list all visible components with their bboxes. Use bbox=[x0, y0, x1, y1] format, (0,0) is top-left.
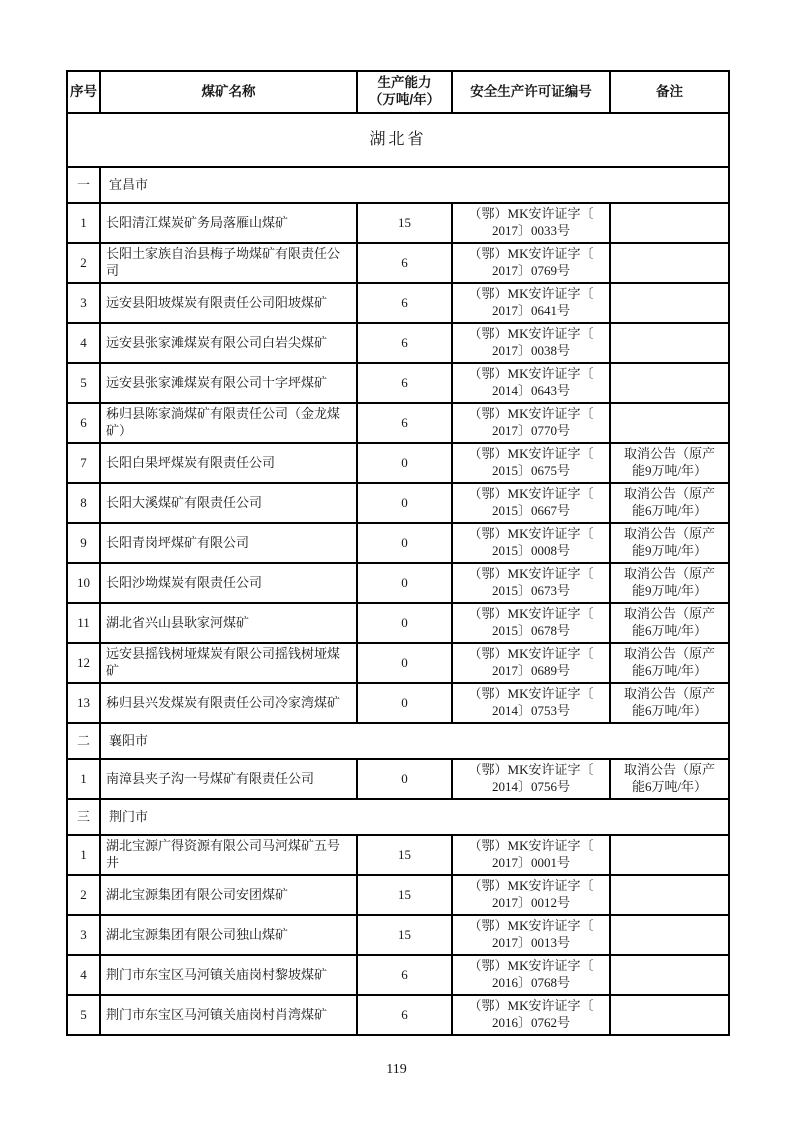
mine-name: 远安县张家滩煤炭有限公司白岩尖煤矿 bbox=[100, 323, 357, 363]
mine-name: 长阳大溪煤矿有限责任公司 bbox=[100, 483, 357, 523]
row-seq: 2 bbox=[67, 243, 100, 283]
remark-text: 取消公告（原产 能6万吨/年） bbox=[610, 683, 729, 723]
mine-name: 秭归县兴发煤炭有限责任公司冷家湾煤矿 bbox=[100, 683, 357, 723]
license-number: （鄂）MK安许证字〔 2014〕0753号 bbox=[452, 683, 610, 723]
mine-name: 长阳青岗坪煤矿有限公司 bbox=[100, 523, 357, 563]
coal-mine-table-wrap bbox=[66, 70, 728, 1036]
license-number: （鄂）MK安许证字〔 2015〕0008号 bbox=[452, 523, 610, 563]
license-number: （鄂）MK安许证字〔 2015〕0675号 bbox=[452, 443, 610, 483]
section-index: 三 bbox=[67, 799, 100, 835]
table-row bbox=[67, 443, 729, 483]
mine-name: 长阳清江煤炭矿务局落雁山煤矿 bbox=[100, 203, 357, 243]
license-number: （鄂）MK安许证字〔 2015〕0678号 bbox=[452, 603, 610, 643]
row-seq: 1 bbox=[67, 203, 100, 243]
section-city: 襄阳市 bbox=[100, 723, 729, 759]
table-row bbox=[67, 363, 729, 403]
table-row bbox=[67, 603, 729, 643]
license-number: （鄂）MK安许证字〔 2017〕0013号 bbox=[452, 915, 610, 955]
capacity-value: 0 bbox=[357, 483, 452, 523]
header-license: 安全生产许可证编号 bbox=[452, 71, 610, 113]
remark-text: 取消公告（原产 能6万吨/年） bbox=[610, 759, 729, 799]
row-seq: 5 bbox=[67, 995, 100, 1035]
remark-text bbox=[610, 835, 729, 875]
table-row bbox=[67, 523, 729, 563]
header-capacity bbox=[357, 71, 452, 113]
section-row bbox=[67, 799, 729, 835]
header-mine-name: 煤矿名称 bbox=[100, 71, 357, 113]
table-row bbox=[67, 955, 729, 995]
table-row bbox=[67, 403, 729, 443]
license-number: （鄂）MK安许证字〔 2014〕0756号 bbox=[452, 759, 610, 799]
row-seq: 13 bbox=[67, 683, 100, 723]
remark-text bbox=[610, 875, 729, 915]
capacity-value: 0 bbox=[357, 643, 452, 683]
license-number: （鄂）MK安许证字〔 2017〕0001号 bbox=[452, 835, 610, 875]
table-row bbox=[67, 835, 729, 875]
remark-text: 取消公告（原产 能6万吨/年） bbox=[610, 643, 729, 683]
license-number: （鄂）MK安许证字〔 2015〕0673号 bbox=[452, 563, 610, 603]
remark-text: 取消公告（原产 能9万吨/年） bbox=[610, 443, 729, 483]
license-number: （鄂）MK安许证字〔 2015〕0667号 bbox=[452, 483, 610, 523]
province-row bbox=[67, 113, 729, 167]
section-city: 宜昌市 bbox=[100, 167, 729, 203]
mine-name: 湖北省兴山县耿家河煤矿 bbox=[100, 603, 357, 643]
mine-name: 荆门市东宝区马河镇关庙岗村肖湾煤矿 bbox=[100, 995, 357, 1035]
remark-text: 取消公告（原产 能9万吨/年） bbox=[610, 523, 729, 563]
row-seq: 11 bbox=[67, 603, 100, 643]
row-seq: 4 bbox=[67, 323, 100, 363]
license-number: （鄂）MK安许证字〔 2017〕0038号 bbox=[452, 323, 610, 363]
capacity-value: 15 bbox=[357, 203, 452, 243]
capacity-value: 6 bbox=[357, 243, 452, 283]
remark-text bbox=[610, 203, 729, 243]
remark-text bbox=[610, 363, 729, 403]
row-seq: 4 bbox=[67, 955, 100, 995]
section-city: 荆门市 bbox=[100, 799, 729, 835]
capacity-value: 0 bbox=[357, 523, 452, 563]
capacity-value: 6 bbox=[357, 995, 452, 1035]
table-row bbox=[67, 875, 729, 915]
license-number: （鄂）MK安许证字〔 2014〕0643号 bbox=[452, 363, 610, 403]
row-seq: 2 bbox=[67, 875, 100, 915]
capacity-value: 6 bbox=[357, 323, 452, 363]
license-number: （鄂）MK安许证字〔 2017〕0641号 bbox=[452, 283, 610, 323]
table-row bbox=[67, 643, 729, 683]
section-index: 一 bbox=[67, 167, 100, 203]
header-capacity-line2: （万吨/年） bbox=[368, 92, 441, 107]
license-number: （鄂）MK安许证字〔 2017〕0689号 bbox=[452, 643, 610, 683]
capacity-value: 0 bbox=[357, 443, 452, 483]
remark-text bbox=[610, 323, 729, 363]
row-seq: 3 bbox=[67, 283, 100, 323]
table-row bbox=[67, 283, 729, 323]
table-row bbox=[67, 759, 729, 799]
capacity-value: 15 bbox=[357, 875, 452, 915]
row-seq: 3 bbox=[67, 915, 100, 955]
row-seq: 1 bbox=[67, 759, 100, 799]
capacity-value: 6 bbox=[357, 403, 452, 443]
table-header bbox=[67, 71, 729, 113]
province-label: 湖北省 bbox=[67, 113, 729, 167]
row-seq: 10 bbox=[67, 563, 100, 603]
header-remark: 备注 bbox=[610, 71, 729, 113]
row-seq: 9 bbox=[67, 523, 100, 563]
capacity-value: 6 bbox=[357, 363, 452, 403]
row-seq: 5 bbox=[67, 363, 100, 403]
mine-name: 秭归县陈家淌煤矿有限责任公司（金龙煤矿） bbox=[100, 403, 357, 443]
capacity-value: 0 bbox=[357, 563, 452, 603]
table-row bbox=[67, 243, 729, 283]
remark-text bbox=[610, 403, 729, 443]
capacity-value: 15 bbox=[357, 915, 452, 955]
mine-name: 湖北宝源集团有限公司独山煤矿 bbox=[100, 915, 357, 955]
capacity-value: 15 bbox=[357, 835, 452, 875]
capacity-value: 0 bbox=[357, 759, 452, 799]
mine-name: 荆门市东宝区马河镇关庙岗村黎坡煤矿 bbox=[100, 955, 357, 995]
license-number: （鄂）MK安许证字〔 2016〕0762号 bbox=[452, 995, 610, 1035]
mine-name: 远安县阳坡煤炭有限责任公司阳坡煤矿 bbox=[100, 283, 357, 323]
license-number: （鄂）MK安许证字〔 2017〕0033号 bbox=[452, 203, 610, 243]
remark-text bbox=[610, 955, 729, 995]
table-row bbox=[67, 563, 729, 603]
mine-name: 远安县张家滩煤炭有限公司十字坪煤矿 bbox=[100, 363, 357, 403]
license-number: （鄂）MK安许证字〔 2017〕0012号 bbox=[452, 875, 610, 915]
mine-name: 南漳县夹子沟一号煤矿有限责任公司 bbox=[100, 759, 357, 799]
row-seq: 1 bbox=[67, 835, 100, 875]
header-row bbox=[67, 71, 729, 113]
table-row bbox=[67, 683, 729, 723]
section-row bbox=[67, 723, 729, 759]
license-number: （鄂）MK安许证字〔 2017〕0769号 bbox=[452, 243, 610, 283]
header-capacity-line1: 生产能力 bbox=[377, 75, 432, 91]
mine-name: 远安县摇钱树垭煤炭有限公司摇钱树垭煤矿 bbox=[100, 643, 357, 683]
remark-text: 取消公告（原产 能6万吨/年） bbox=[610, 603, 729, 643]
row-seq: 7 bbox=[67, 443, 100, 483]
section-row bbox=[67, 167, 729, 203]
remark-text bbox=[610, 915, 729, 955]
coal-mine-table bbox=[66, 70, 730, 1036]
mine-name: 长阳土家族自治县梅子坳煤矿有限责任公司 bbox=[100, 243, 357, 283]
capacity-value: 0 bbox=[357, 683, 452, 723]
license-number: （鄂）MK安许证字〔 2017〕0770号 bbox=[452, 403, 610, 443]
page-number: 119 bbox=[386, 1062, 407, 1077]
row-seq: 8 bbox=[67, 483, 100, 523]
table-row bbox=[67, 915, 729, 955]
table-row bbox=[67, 995, 729, 1035]
mine-name: 湖北宝源广得资源有限公司马河煤矿五号井 bbox=[100, 835, 357, 875]
capacity-value: 6 bbox=[357, 283, 452, 323]
header-seq: 序号 bbox=[67, 71, 100, 113]
remark-text: 取消公告（原产 能9万吨/年） bbox=[610, 563, 729, 603]
table-row bbox=[67, 483, 729, 523]
table-row bbox=[67, 203, 729, 243]
table-row bbox=[67, 323, 729, 363]
row-seq: 12 bbox=[67, 643, 100, 683]
mine-name: 湖北宝源集团有限公司安团煤矿 bbox=[100, 875, 357, 915]
section-index: 二 bbox=[67, 723, 100, 759]
table-body bbox=[67, 113, 729, 1035]
remark-text: 取消公告（原产 能6万吨/年） bbox=[610, 483, 729, 523]
remark-text bbox=[610, 283, 729, 323]
capacity-value: 6 bbox=[357, 955, 452, 995]
row-seq: 6 bbox=[67, 403, 100, 443]
remark-text bbox=[610, 995, 729, 1035]
remark-text bbox=[610, 243, 729, 283]
license-number: （鄂）MK安许证字〔 2016〕0768号 bbox=[452, 955, 610, 995]
mine-name: 长阳白果坪煤炭有限责任公司 bbox=[100, 443, 357, 483]
mine-name: 长阳沙坳煤炭有限责任公司 bbox=[100, 563, 357, 603]
capacity-value: 0 bbox=[357, 603, 452, 643]
